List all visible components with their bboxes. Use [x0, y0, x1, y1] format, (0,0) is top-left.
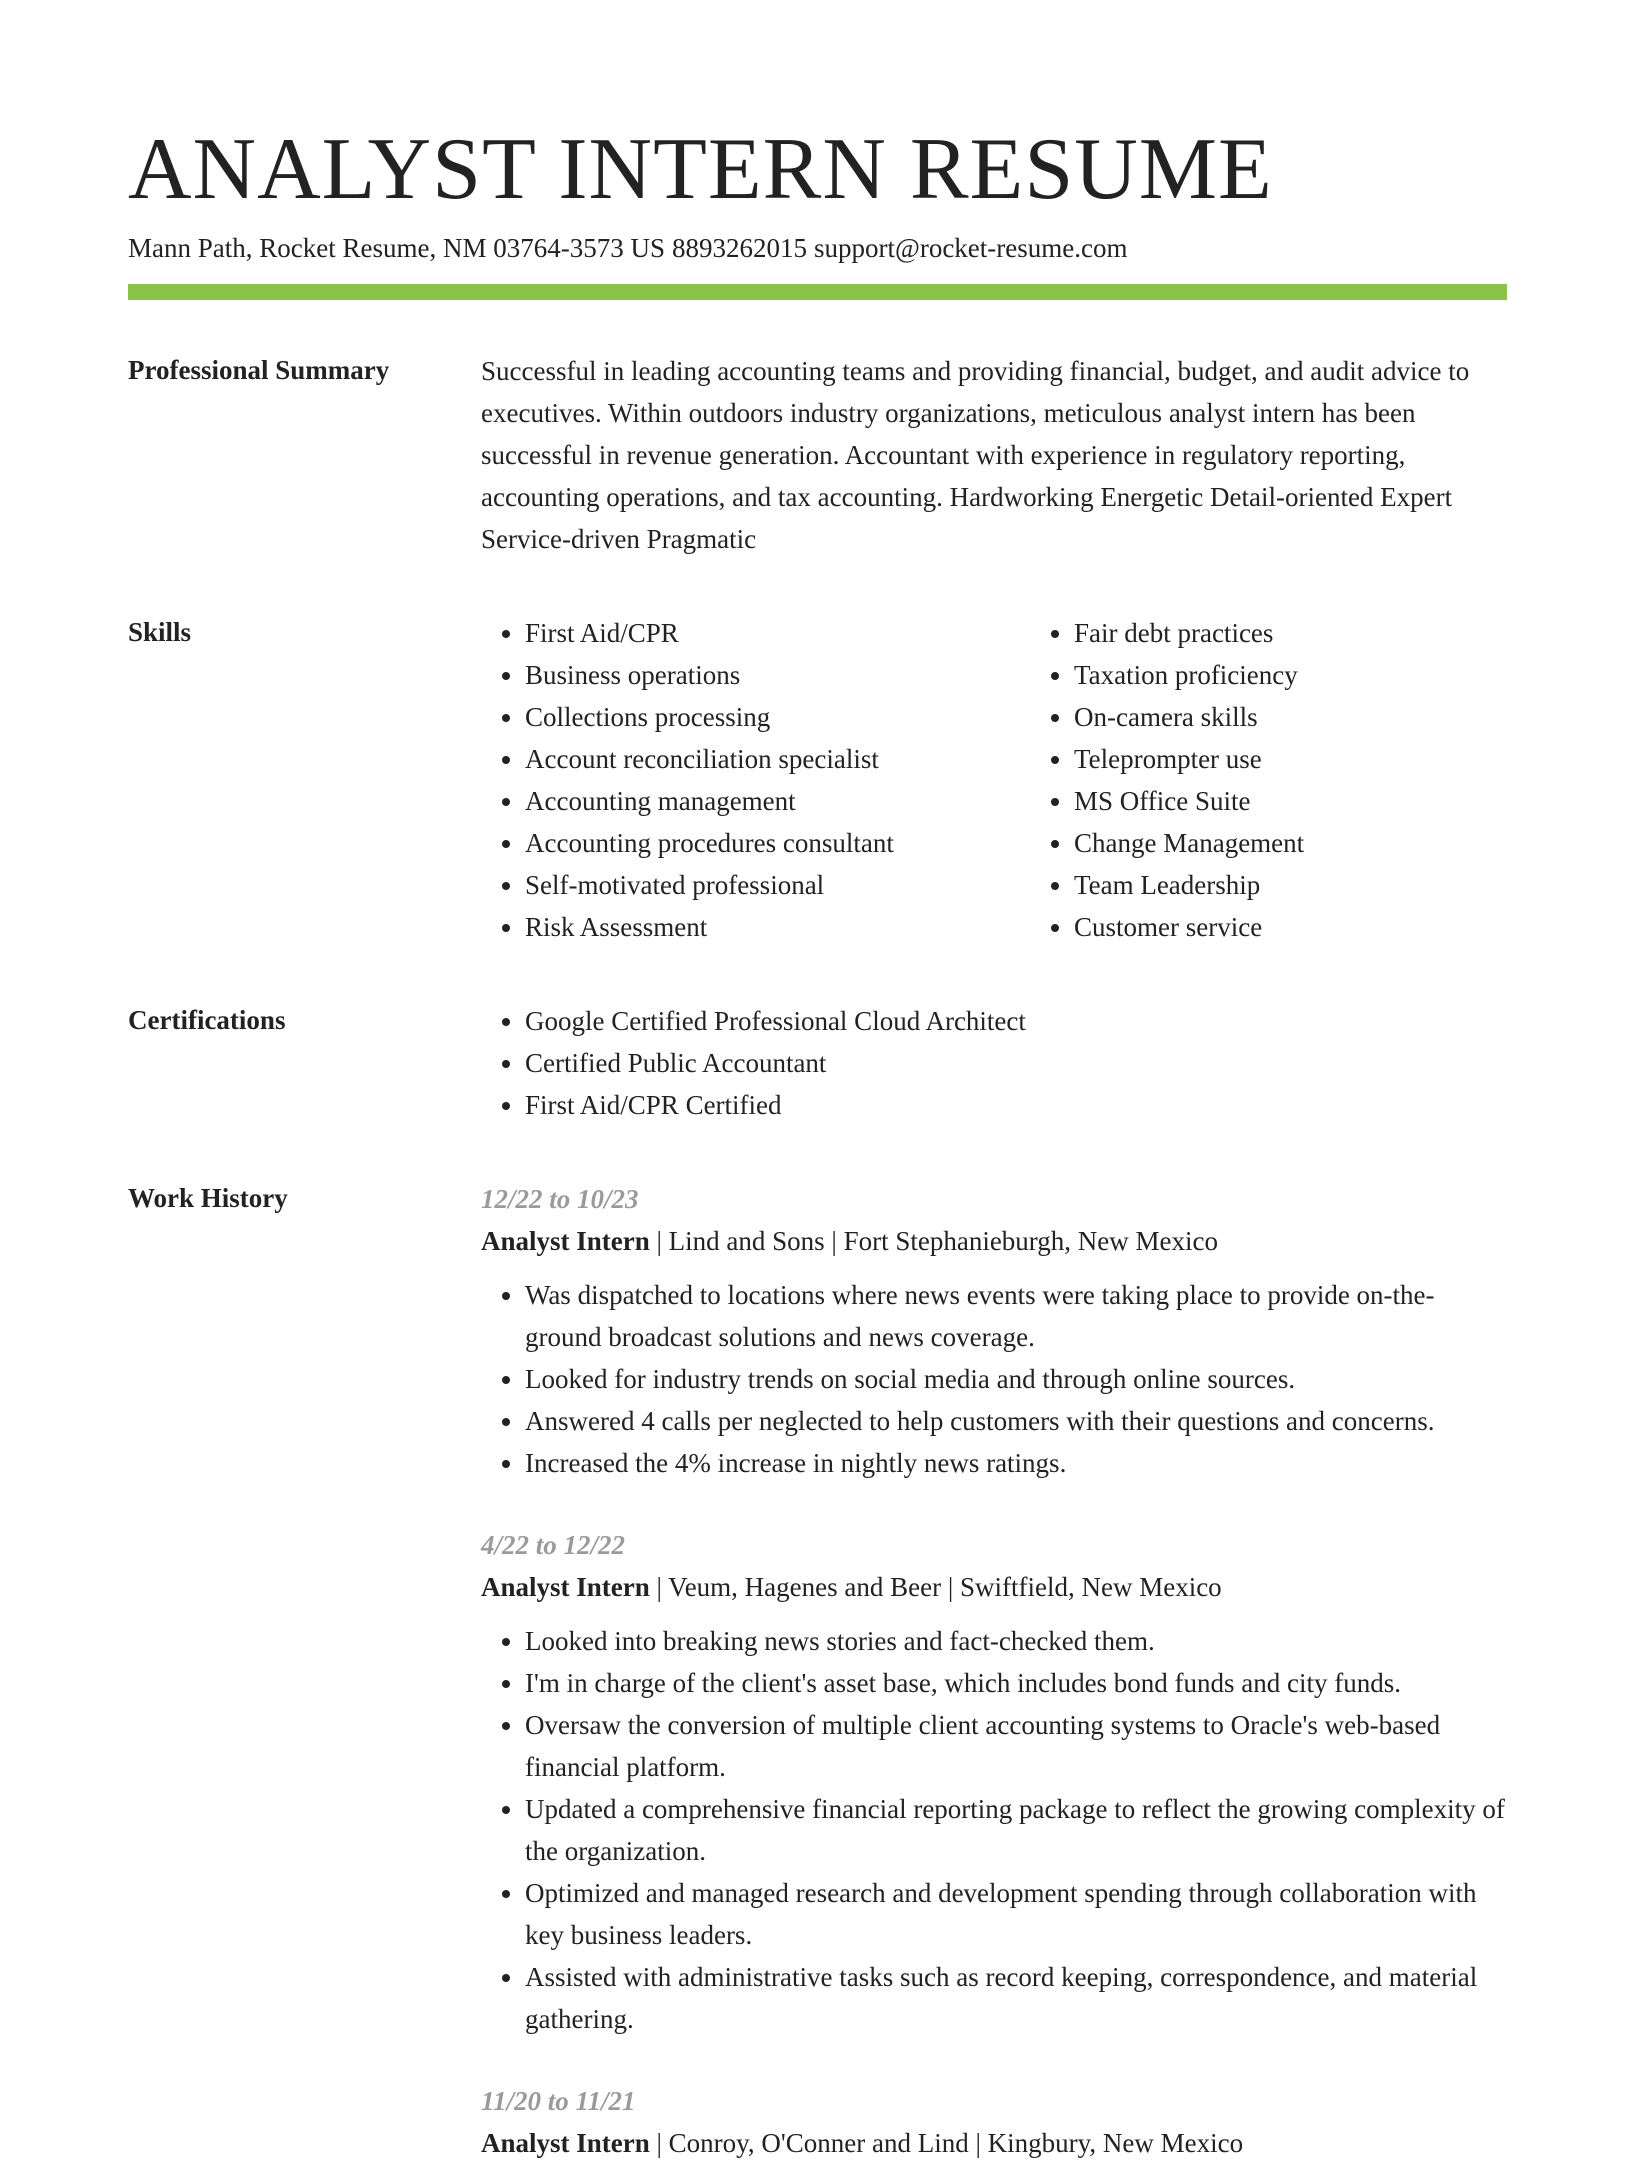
work-history-section [128, 1178, 1507, 2176]
skill-item: • Fair debt practices [1074, 612, 1579, 654]
skills-list-right [1030, 612, 1579, 948]
skill-item: • First Aid/CPR [525, 612, 1030, 654]
job-bullet: • Looked for industry trends on social media and through online sources. [525, 1358, 1507, 1400]
certifications-heading: Certifications [128, 1005, 286, 1035]
skill-item: • Customer service [1074, 906, 1579, 948]
job-entry [481, 1524, 1507, 2040]
contact-address: Mann Path, Rocket Resume, NM 03764-3573 US [128, 233, 665, 263]
work-history-heading: Work History [128, 1183, 288, 1213]
resume-title: ANALYST INTERN RESUME [128, 121, 1273, 218]
job-line [481, 2122, 1507, 2164]
job-bullet: • Updated a comprehensive financial reporting package to reflect the growing complexity of the organization. [525, 1788, 1507, 1872]
job-title: Analyst Intern [481, 2128, 650, 2158]
job-entry [481, 1178, 1507, 1484]
job-entry [481, 2080, 1507, 2164]
job-bullet: • Assisted with administrative tasks such as record keeping, correspondence, and material gathering. [525, 1956, 1507, 2040]
job-company: | Veum, Hagenes and Beer | Swiftfield, New Mexico [649, 1572, 1222, 1602]
job-company: | Lind and Sons | Fort Stephanieburgh, New Mexico [649, 1226, 1219, 1256]
skill-item: • On-camera skills [1074, 696, 1579, 738]
job-bullet: • Was dispatched to locations where news events were taking place to provide on-the-ground broadcast solutions and news coverage. [525, 1274, 1507, 1358]
job-bullet: • Optimized and managed research and development spending through collaboration with key business leaders. [525, 1872, 1507, 1956]
skill-item: • Self-motivated professional [525, 864, 1030, 906]
skill-item: • Change Management [1074, 822, 1579, 864]
skill-item: • Team Leadership [1074, 864, 1579, 906]
job-dates: 4/22 to 12/22 [481, 1530, 626, 1560]
job-dates: 12/22 to 10/23 [481, 1184, 639, 1214]
skill-item: • Accounting procedures consultant [525, 822, 1030, 864]
job-line [481, 1566, 1507, 1608]
skill-item: • Accounting management [525, 780, 1030, 822]
job-bullet: • Oversaw the conversion of multiple client accounting systems to Oracle's web-based financial platform. [525, 1704, 1507, 1788]
certification-item: • First Aid/CPR Certified [525, 1084, 1507, 1126]
job-bullets [481, 1274, 1507, 1484]
job-title: Analyst Intern [481, 1572, 650, 1602]
job-bullet: • I'm in charge of the client's asset base, which includes bond funds and city funds. [525, 1662, 1507, 1704]
contact-email: support@rocket-resume.com [813, 233, 1128, 263]
accent-divider [128, 284, 1507, 300]
skill-item: • Business operations [525, 654, 1030, 696]
job-bullet: • Looked into breaking news stories and fact-checked them. [525, 1620, 1507, 1662]
resume-page [128, 120, 1507, 2176]
contact-line [128, 230, 1507, 266]
job-company: | Conroy, O'Conner and Lind | Kingbury, New Mexico [649, 2128, 1244, 2158]
skill-item: • Risk Assessment [525, 906, 1030, 948]
skills-section [128, 612, 1507, 948]
skills-heading: Skills [128, 617, 192, 647]
skill-item: • Taxation proficiency [1074, 654, 1579, 696]
skill-item: • Account reconciliation specialist [525, 738, 1030, 780]
job-dates: 11/20 to 11/21 [481, 2086, 636, 2116]
skills-list-left [481, 612, 1030, 948]
certifications-section [128, 1000, 1507, 1126]
job-title: Analyst Intern [481, 1226, 650, 1256]
certification-item: • Google Certified Professional Cloud Architect [525, 1000, 1507, 1042]
skill-item: • MS Office Suite [1074, 780, 1579, 822]
summary-text: Successful in leading accounting teams and providing financial, budget, and audit advice to executives. Within outdoors industry organizations, meticulous analyst intern has been successful in revenue generation. Accountant with experience in regulatory reporting, accounting operations, and tax accounting. Hardworking Energetic Detail-oriented Expert Service-driven Pragmatic [481, 356, 1470, 554]
summary-heading: Professional Summary [128, 355, 390, 385]
skill-item: • Collections processing [525, 696, 1030, 738]
job-bullet: • Increased the 4% increase in nightly news ratings. [525, 1442, 1507, 1484]
skill-item: • Teleprompter use [1074, 738, 1579, 780]
certifications-list [481, 1000, 1507, 1126]
job-bullets [481, 1620, 1507, 2040]
certification-item: • Certified Public Accountant [525, 1042, 1507, 1084]
job-bullet: • Answered 4 calls per neglected to help customers with their questions and concerns. [525, 1400, 1507, 1442]
contact-phone: 8893262015 [671, 233, 807, 263]
summary-section [128, 350, 1507, 560]
job-line [481, 1220, 1507, 1262]
